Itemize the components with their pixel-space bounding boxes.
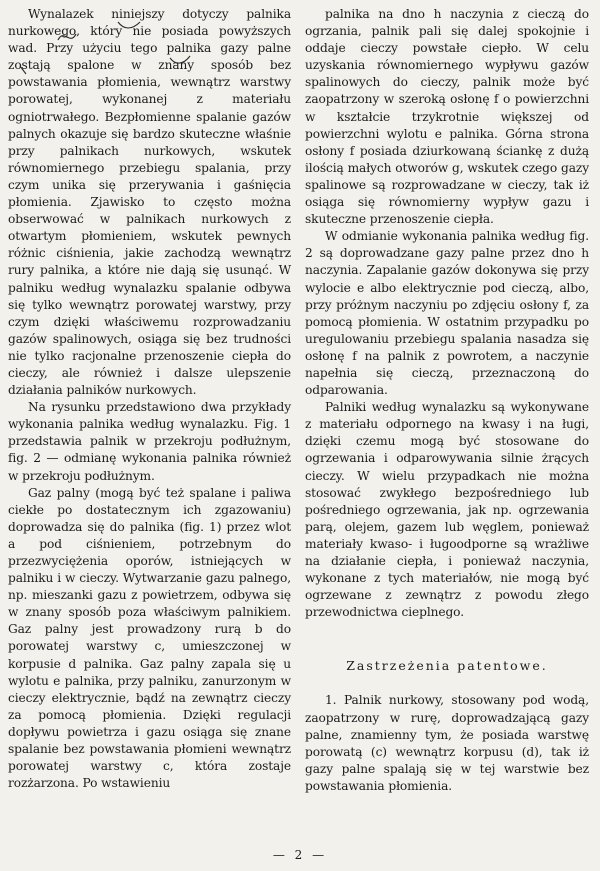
paragraph: W odmianie wykonania palnika według fig. 2 są doprowadzane gazy palne przez dno h naczynia. Zapalanie gazów dokonywa się przy wylocie e albo elektrycznie pod cieczą, albo, przy próżnym naczyniu po zdjęciu osłony f, za pomocą płomienia. W ostatnim przypadku po uregulowaniu przebiegu spalania nasadza się osłonę f na palnik z powrotem, a naczynie napełnia się cieczą, przeznaczoną do odparowania.	[305, 229, 589, 398]
claims-heading: Zastrzeżenia patentowe.	[346, 658, 548, 674]
column-gutter	[297, 6, 298, 826]
paragraph: Palniki według wynalazku są wykonywane z materiału odpornego na kwasy i na ługi, dzięki czemu mogą być stosowane do ogrzewania i odparowywania silnie żrących cieczy. W wielu przypadkach nie można stosować zwykłego bezpośredniego lub pośredniego ogrzewania, jak np. ogrzewania parą, olejem, gazem lub węglem, ponieważ materiały kwaso- i ługoodporne są wrażliwe na działanie ciepła, i ponieważ naczynia, wykonane z tych materiałów, nie mogą być ogrzewane z zewnątrz z powodu złego przewodnictwa cieplnego.	[305, 400, 589, 620]
paragraph: Na rysunku przedstawiono dwa przykłady wykonania palnika według wynalazku. Fig. 1 przedstawia palnik w przekroju podłużnym, fig. 2 — odmianę wykonania palnika również w przekroju podłużnym.	[8, 400, 291, 483]
page-number: — 2 —	[272, 848, 328, 862]
left-column	[8, 6, 291, 792]
paragraph: palnika na dno h naczynia z cieczą do ogrzania, palnik pali się dalej spokojnie i oddaje cieczy powstałe ciepło. W celu uzyskania równomiernego wypływu gazów spalinowych do cieczy, palnik może być zaopatrzony w szeroką osłonę f o powierzchni w kształcie trzykrotnie większej od powierzchni wylotu e palnika. Górna strona osłony f posiada dziurkowaną ściankę z dużą ilością małych otworów g, wskutek czego gazy spalinowe są rozprowadzane w cieczy, tak iż osiąga się równomierny wypływ gazu i skuteczne przenoszenie ciepła.	[305, 7, 589, 227]
paragraph: Gaz palny (mogą być też spalane i paliwa ciekłe po dostatecznym ich zgazowaniu) doprowadza się do palnika (fig. 1) przez wlot a pod ciśnieniem, potrzebnym do przezwyciężenia oporów, istniejących w palniku i w cieczy. Wytwarzanie gazu palnego, np. mieszanki gazu z powietrzem, odbywa się w znany sposób poza właściwym palnikiem. Gaz palny jest prowadzony rurą b do porowatej warstwy c, umieszczonej w korpusie d palnika. Gaz palny zapala się u wylotu e palnika, przy palniku, zanurzonym w cieczy elektrycznie, bądź na zewnątrz cieczy za pomocą płomienia. Dzięki regulacji dopływu powietrza i gazu osiąga się znane spalanie bez powstawania płomieni wewnątrz porowatej warstwy c, która zostaje rozżarzona. Po wstawieniu	[8, 485, 291, 791]
right-column	[305, 6, 589, 795]
paragraph: Wynalazek niniejszy dotyczy palnika nurkowego, który nie posiada powyższych wad. Przy użyciu tego palnika gazy palne zostają spalone w znany sposób bez powstawania płomienia, wewnątrz warstwy porowatej, wykonanej z materiału ogniotrwałego. Bezpłomienne spalanie gazów palnych okazuje się bardzo skuteczne właśnie przy palnikach nurkowych, wskutek równomiernego przebiegu spalania, przy czym unika się przerywania i gaśnięcia płomienia. Zjawisko to często można obserwować w palnikach nurkowych z otwartym płomieniem, wskutek pewnych różnic ciśnienia, jakie zachodzą wewnątrz rury palnika, a które nie dają się usunąć. W palniku według wynalazku spalanie odbywa się tylko wewnątrz porowatej warstwy, przy czym dzięki właściwemu rozprowadzaniu gazów spalinowych, osiąga się bez trudności nie tylko racjonalne przenoszenie ciepła do cieczy, ale również i dalsze ulepszenie działania palników nurkowych.	[8, 7, 291, 398]
claim: 1. Palnik nurkowy, stosowany pod wodą, zaopatrzony w rurę, doprowadzającą gazy palne, znamienny tym, że posiada warstwę porowatą (c) wewnątrz korpusu (d), tak iż gazy palne spalają się w tej warstwie bez powstawania płomienia.	[305, 693, 589, 793]
